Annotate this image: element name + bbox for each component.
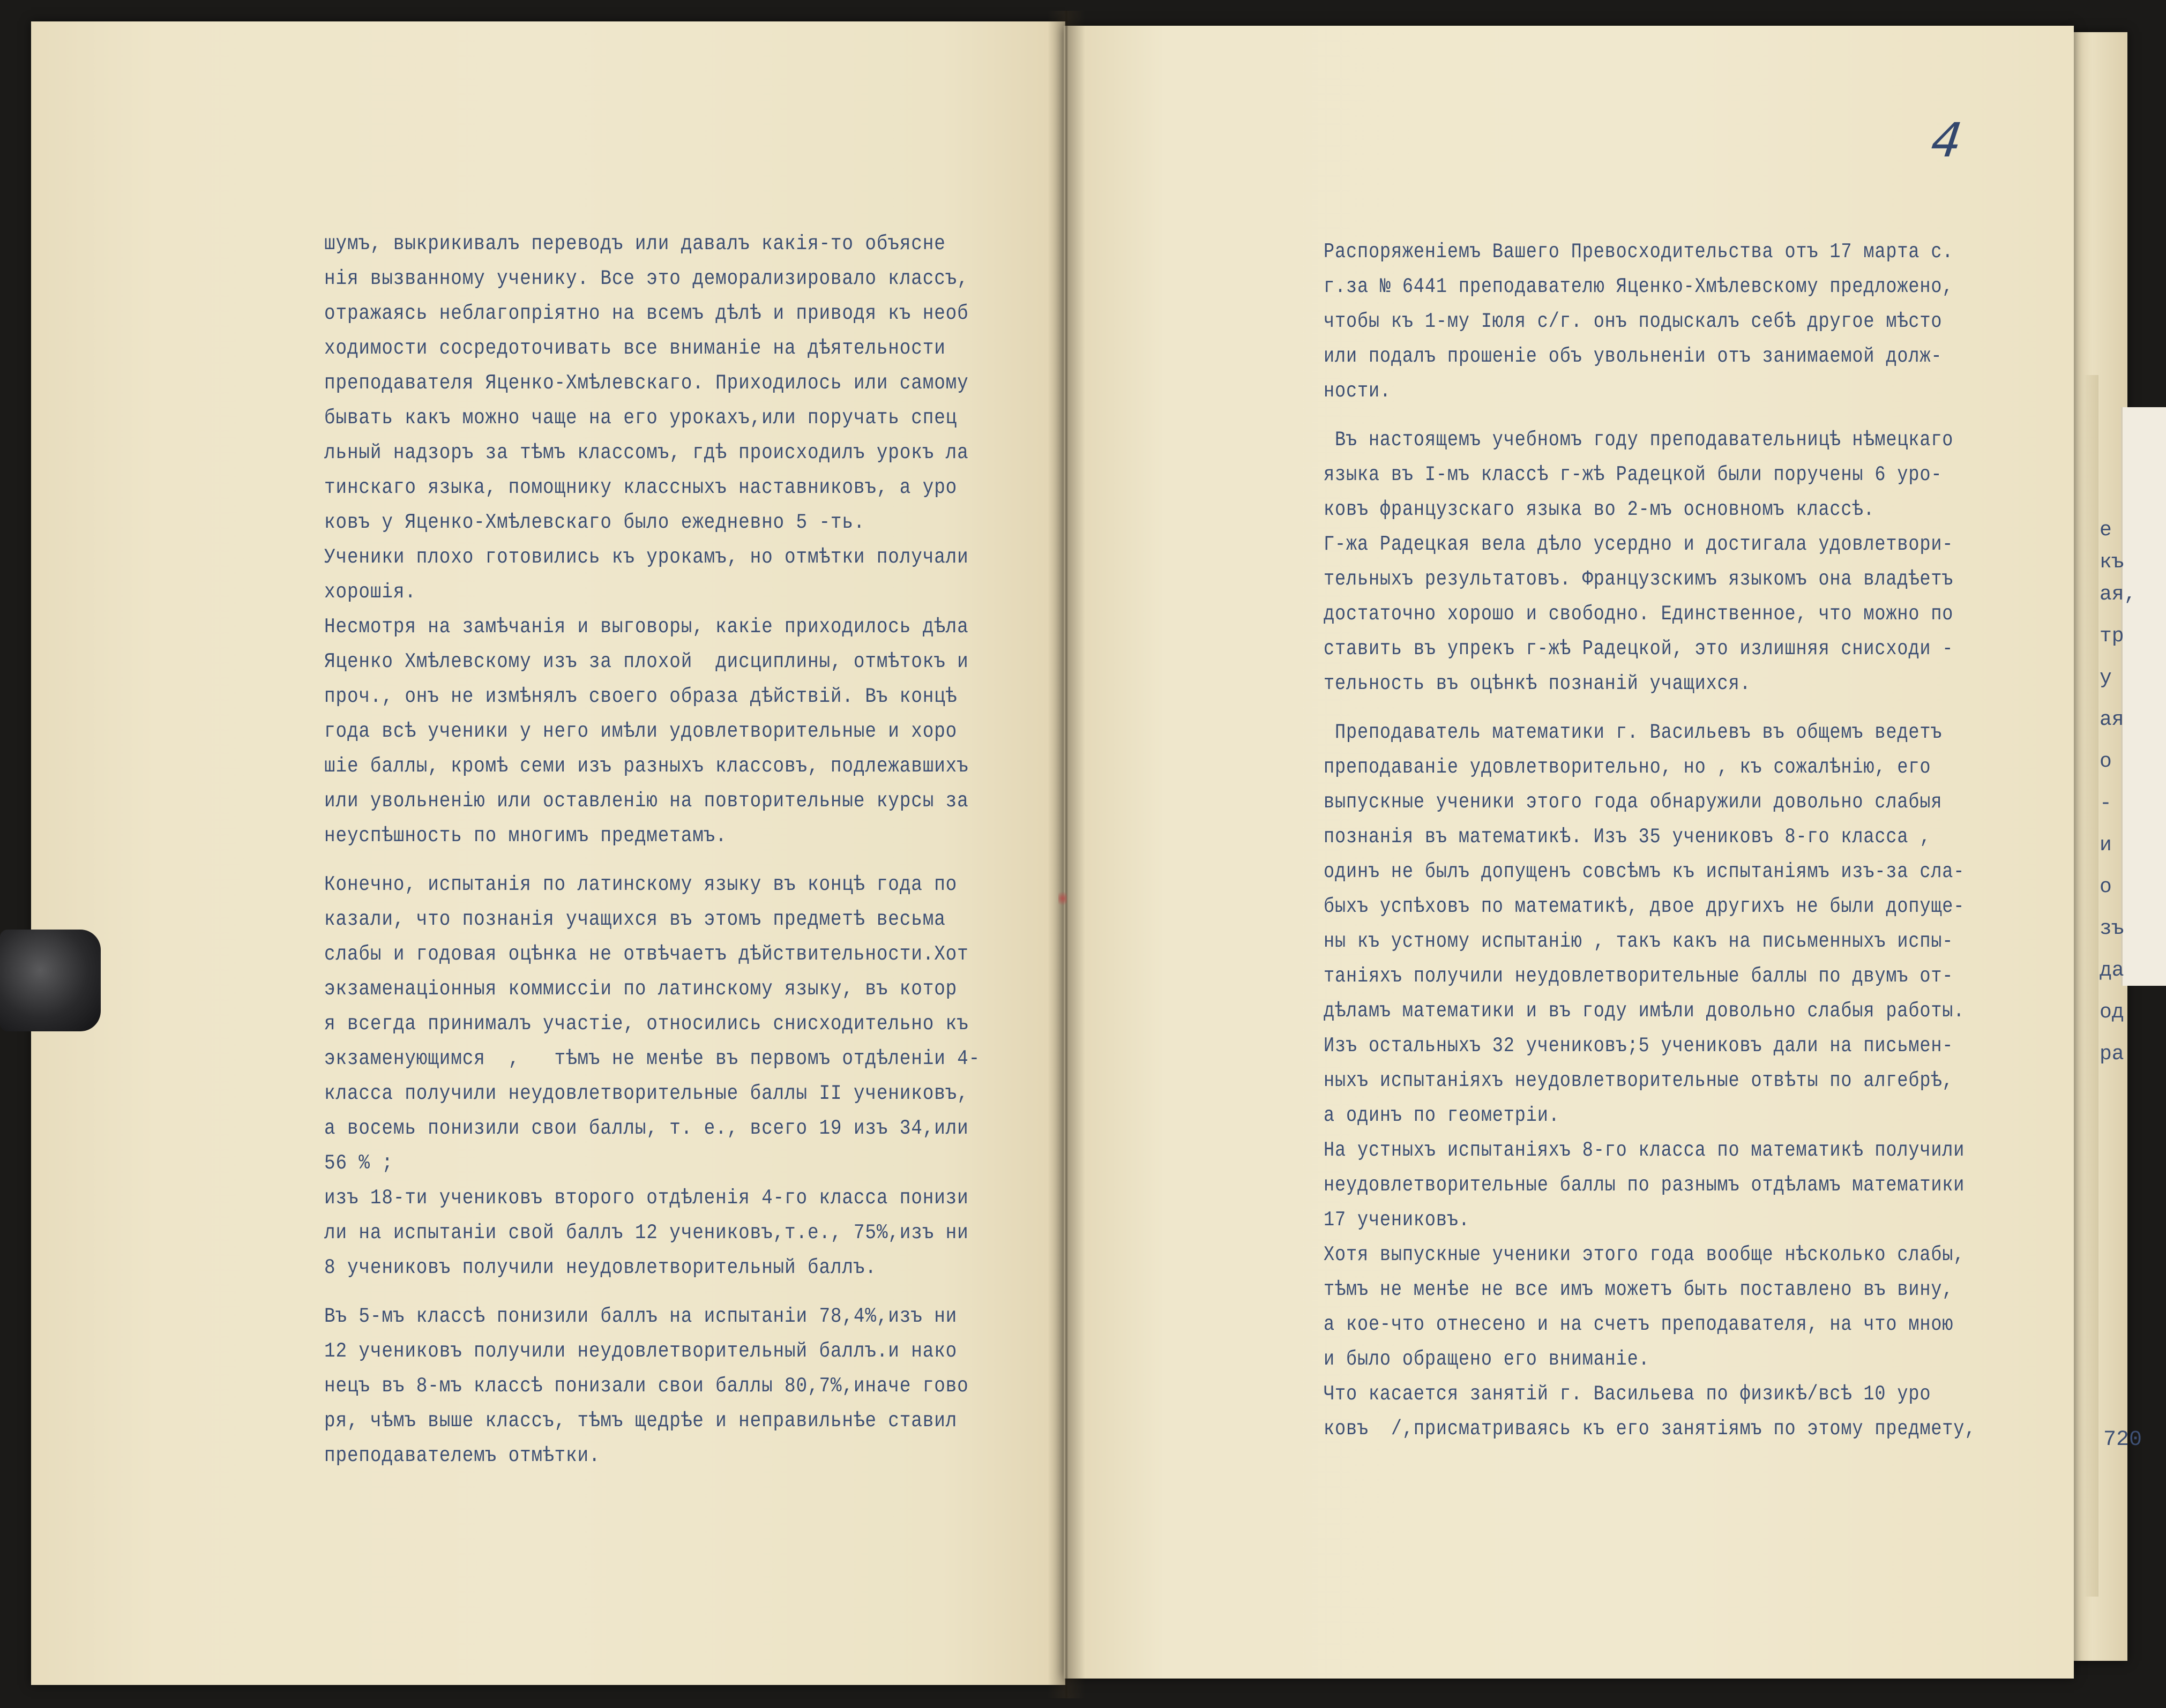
left-text-line: тинскаго языка, помощнику классныхъ наставниковъ, а уро	[324, 476, 958, 499]
left-text-line: изъ 18-ти учениковъ второго отдѣленія 4-го класса понизи	[324, 1186, 969, 1210]
right-text-line: таніяхъ получили неудовлетворительные баллы по двумъ от-	[1324, 964, 1954, 988]
margin-fragment: и	[2100, 834, 2112, 857]
margin-fragment: е	[2100, 519, 2112, 542]
page-number-stamp: 720	[2103, 1428, 2142, 1452]
right-text-line: познанія въ математикѣ. Изъ 35 учениковъ 8-го класса ,	[1324, 825, 1931, 849]
right-text-line: На устныхъ испытаніяхъ 8-го класса по математикѣ получили	[1324, 1138, 1965, 1162]
left-text-line: а восемь понизили свои баллы, т. е., всего 19 изъ 34,или	[324, 1117, 969, 1140]
left-text-line: класса получили неудовлетворительные баллы II учениковъ,	[324, 1082, 969, 1105]
left-text-line: проч., онъ не измѣнялъ своего образа дѣйствій. Въ концѣ	[324, 685, 958, 708]
left-text-line: льный надзоръ за тѣмъ классомъ, гдѣ происходилъ урокъ ла	[324, 441, 969, 465]
margin-fragment: къ	[2100, 551, 2124, 574]
right-text-line: ны къ устному испытанію , такъ какъ на письменныхъ испы-	[1324, 930, 1954, 953]
margin-fragment: ая,	[2100, 583, 2137, 606]
paragraph-gap	[1324, 409, 1976, 423]
right-text-line: г.за № 6441 преподавателю Яценко-Хмѣлевскому предложено,	[1324, 275, 1954, 298]
right-text-line: а одинъ по геометріи.	[1324, 1104, 1560, 1127]
right-text-line: одинъ не былъ допущенъ совсѣмъ къ испытаніямъ изъ-за сла-	[1324, 860, 1965, 883]
left-text-line: 56 % ;	[324, 1151, 393, 1175]
right-text-line: Въ настоящемъ учебномъ году преподавательницѣ нѣмецкаго	[1324, 428, 1954, 452]
right-text-line: языка въ I-мъ классѣ г-жѣ Радецкой были поручены 6 уро-	[1324, 463, 1943, 486]
paragraph-gap	[324, 853, 980, 867]
left-text-line: отражаясь неблагопріятно на всемъ дѣлѣ и приводя къ необ	[324, 302, 969, 325]
left-text-line: я всегда принималъ участіе, относились снисходительно къ	[324, 1012, 969, 1036]
right-text-line: тельныхъ результатовъ. Французскимъ языкомъ она владѣетъ	[1324, 567, 1954, 591]
margin-fragment: зъ	[2100, 917, 2124, 940]
right-text-line: неудовлетворительные баллы по разнымъ отдѣламъ математики	[1324, 1173, 1965, 1197]
left-text-line: нецъ въ 8-мъ классѣ понизали свои баллы 80,7%,иначе гово	[324, 1374, 969, 1398]
binder-clip	[0, 930, 101, 1031]
book-gutter	[1048, 11, 1085, 1698]
left-text-line: ли на испытаніи свой баллъ 12 учениковъ,т.е., 75%,изъ ни	[324, 1221, 969, 1245]
left-text-line: 8 учениковъ получили неудовлетворительный баллъ.	[324, 1256, 877, 1279]
left-text-line: экзаменаціонныя коммиссіи по латинскому языку, въ котор	[324, 977, 958, 1001]
left-text-line: бывать какъ можно чаще на его урокахъ,или поручать спец	[324, 406, 958, 430]
left-text-line: или увольненію или оставленію на повторительные курсы за	[324, 789, 969, 813]
margin-fragment: од	[2100, 1001, 2124, 1024]
right-text-line: чтобы къ 1-му Іюля с/г. онъ подыскалъ себѣ другое мѣсто	[1324, 310, 1943, 333]
left-text-line: шіе баллы, кромѣ семи изъ разныхъ классовъ, подлежавшихъ	[324, 754, 969, 778]
right-text-line: тельность въ оцѣнкѣ познаній учащихся.	[1324, 672, 1751, 695]
folio-number: 4	[1923, 113, 1971, 168]
right-text-line: Хотя выпускные ученики этого года вообще нѣсколько слабы,	[1324, 1243, 1965, 1267]
left-text-line: Несмотря на замѣчанія и выговоры, какіе приходилось дѣла	[324, 615, 969, 639]
left-text-line: преподавателемъ отмѣтки.	[324, 1444, 601, 1467]
right-text-line: 17 учениковъ.	[1324, 1208, 1470, 1232]
paragraph-gap	[1324, 701, 1976, 715]
right-text-line: быхъ успѣховъ по математикѣ, двое другихъ не были допуще-	[1324, 895, 1965, 918]
right-text-line: ныхъ испытаніяхъ неудовлетворительные отвѣты по алгебрѣ,	[1324, 1069, 1954, 1092]
margin-fragment: о	[2100, 750, 2112, 773]
right-text-line: преподаваніе удовлетворительно, но , къ сожалѣнію, его	[1324, 755, 1931, 779]
right-text-line: ковъ /,присматриваясь къ его занятіямъ по этому предмету,	[1324, 1417, 1976, 1441]
ink-stain	[1058, 889, 1067, 908]
left-page-text	[324, 227, 980, 1473]
paragraph-gap	[324, 1285, 980, 1299]
left-text-line: преподавателя Яценко-Хмѣлевскаго. Приходилось или самому	[324, 371, 969, 395]
left-text-line: Конечно, испытанія по латинскому языку въ концѣ года по	[324, 873, 958, 896]
right-text-line: Что касается занятій г. Васильева по физикѣ/всѣ 10 уро	[1324, 1382, 1931, 1406]
left-text-line: ходимости сосредоточивать все вниманіе на дѣятельности	[324, 336, 946, 360]
margin-fragment: -	[2100, 792, 2112, 815]
margin-fragment: ая	[2100, 708, 2124, 731]
left-text-line: слабы и годовая оцѣнка не отвѣчаетъ дѣйствительности.Хот	[324, 942, 969, 966]
margin-fragment: о	[2100, 875, 2112, 898]
right-text-line: достаточно хорошо и свободно. Единственное, что можно по	[1324, 602, 1954, 626]
sheet-edge-strip	[2083, 375, 2098, 1597]
left-text-line: экзаменующимся , тѣмъ не менѣе въ первомъ отдѣленіи 4-	[324, 1047, 981, 1070]
right-page-text	[1324, 235, 1976, 1447]
left-text-line: Яценко Хмѣлевскому изъ за плохой дисциплины, отмѣтокъ и	[324, 650, 969, 673]
margin-fragment: ра	[2100, 1043, 2124, 1066]
left-text-line: 12 учениковъ получили неудовлетворительный баллъ.и нако	[324, 1339, 958, 1363]
left-text-line: хорошія.	[324, 580, 416, 604]
left-text-line: ковъ у Яценко-Хмѣлевскаго было ежедневно 5 -ть.	[324, 511, 865, 534]
right-text-line: выпускные ученики этого года обнаружили довольно слабыя	[1324, 790, 1943, 814]
left-text-line: года всѣ ученики у него имѣли удовлетворительные и хоро	[324, 720, 958, 743]
right-text-line: ности.	[1324, 379, 1391, 403]
left-text-line: ря, чѣмъ выше классъ, тѣмъ щедрѣе и неправильнѣе ставил	[324, 1409, 958, 1433]
right-text-line: а кое-что отнесено и на счетъ преподавателя, на что мною	[1324, 1313, 1954, 1336]
right-text-line: или подалъ прошеніе объ увольненіи отъ занимаемой долж-	[1324, 344, 1943, 368]
margin-fragment: тр	[2100, 625, 2124, 648]
right-text-line: ковъ французскаго языка во 2-мъ основномъ классѣ.	[1324, 498, 1875, 521]
margin-fragments	[2100, 514, 2136, 1080]
left-text-line: Въ 5-мъ классѣ понизили баллъ на испытаніи 78,4%,изъ ни	[324, 1305, 958, 1328]
margin-fragment: у	[2100, 666, 2112, 690]
right-text-line: Г-жа Радецкая вела дѣло усердно и достигала удовлетвори-	[1324, 533, 1954, 556]
left-text-line: шумъ, выкрикивалъ переводъ или давалъ какія-то объясне	[324, 232, 946, 256]
margin-fragment: да	[2100, 959, 2124, 982]
left-text-line: Ученики плохо готовились къ урокамъ, но отмѣтки получали	[324, 545, 969, 569]
left-text-line: неуспѣшность по многимъ предметамъ.	[324, 824, 727, 848]
left-text-line: нія вызванному ученику. Все это деморализировало классъ,	[324, 267, 969, 290]
right-text-line: дѣламъ математики и въ году имѣли довольно слабыя работы.	[1324, 999, 1965, 1023]
right-text-line: и было обращено его вниманіе.	[1324, 1347, 1650, 1371]
right-text-line: Изъ остальныхъ 32 учениковъ;5 учениковъ дали на письмен-	[1324, 1034, 1954, 1058]
left-text-line: казали, что познанія учащихся въ этомъ предметѣ весьма	[324, 908, 946, 931]
right-text-line: Преподаватель математики г. Васильевъ въ общемъ ведетъ	[1324, 721, 1943, 744]
right-text-line: тѣмъ не менѣе не все имъ можетъ быть поставлено въ вину,	[1324, 1278, 1954, 1301]
right-text-line: ставить въ упрекъ г-жѣ Радецкой, это излишняя снисходи -	[1324, 637, 1954, 661]
right-text-line: Распоряженіемъ Вашего Превосходительства отъ 17 марта с.	[1324, 240, 1954, 264]
